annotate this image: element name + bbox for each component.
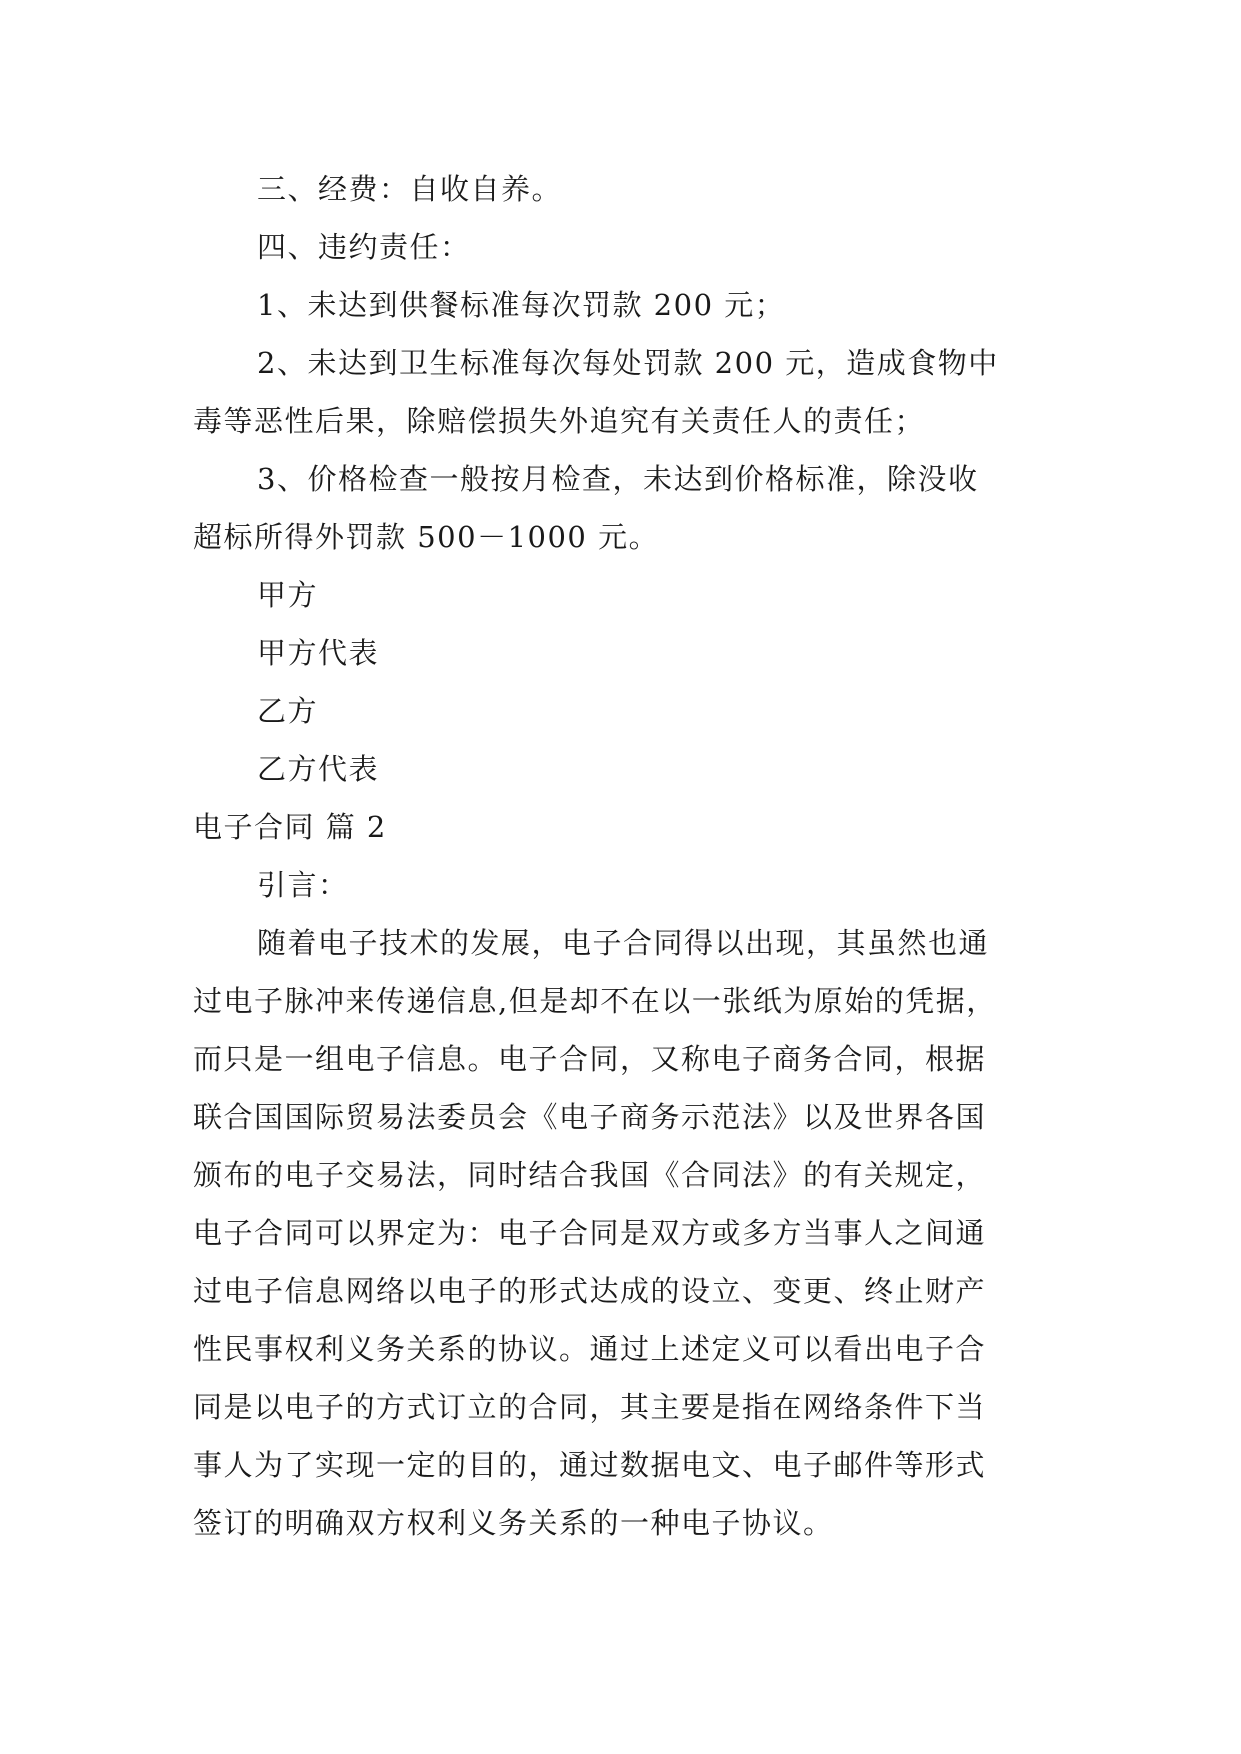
party-b-label: 乙方 bbox=[257, 694, 319, 728]
body-line: 颁布的电子交易法，同时结合我国《合同法》的有关规定， bbox=[193, 1158, 987, 1192]
body-line: 联合国国际贸易法委员会《电子商务示范法》以及世界各国 bbox=[193, 1100, 987, 1134]
liability-title: 四、违约责任： bbox=[257, 230, 471, 264]
liability-item-2-line-2: 毒等恶性后果，除赔偿损失外追究有关责任人的责任； bbox=[193, 404, 926, 438]
body-line: 性民事权利义务关系的协议。通过上述定义可以看出电子合 bbox=[193, 1332, 987, 1366]
body-line: 过电子脉冲来传递信息,但是却不在以一张纸为原始的凭据， bbox=[193, 984, 997, 1018]
liability-item-2-line-1: 2、未达到卫生标准每次每处罚款 200 元，造成食物中 bbox=[257, 346, 999, 380]
funding-clause: 三、经费：自收自养。 bbox=[257, 172, 563, 206]
liability-item-3-line-2: 超标所得外罚款 500－1000 元。 bbox=[193, 520, 660, 554]
body-line: 签订的明确双方权利义务关系的一种电子协议。 bbox=[193, 1506, 834, 1540]
body-line: 事人为了实现一定的目的，通过数据电文、电子邮件等形式 bbox=[193, 1448, 987, 1482]
body-line: 而只是一组电子信息。电子合同，又称电子商务合同，根据 bbox=[193, 1042, 987, 1076]
party-a-representative-label: 甲方代表 bbox=[257, 636, 380, 670]
body-line: 过电子信息网络以电子的形式达成的设立、变更、终止财产 bbox=[193, 1274, 987, 1308]
party-b-representative-label: 乙方代表 bbox=[257, 752, 380, 786]
body-line: 同是以电子的方式订立的合同，其主要是指在网络条件下当 bbox=[193, 1390, 987, 1424]
liability-item-1: 1、未达到供餐标准每次罚款 200 元； bbox=[257, 288, 786, 322]
body-line: 随着电子技术的发展，电子合同得以出现，其虽然也通 bbox=[257, 926, 990, 960]
party-a-label: 甲方 bbox=[257, 578, 319, 612]
liability-item-3-line-1: 3、价格检查一般按月检查，未达到价格标准，除没收 bbox=[257, 462, 979, 496]
document-page bbox=[193, 160, 1053, 1552]
intro-label: 引言： bbox=[257, 868, 349, 902]
section-heading: 电子合同 篇 2 bbox=[193, 810, 387, 844]
body-line: 电子合同可以界定为：电子合同是双方或多方当事人之间通 bbox=[193, 1216, 987, 1250]
